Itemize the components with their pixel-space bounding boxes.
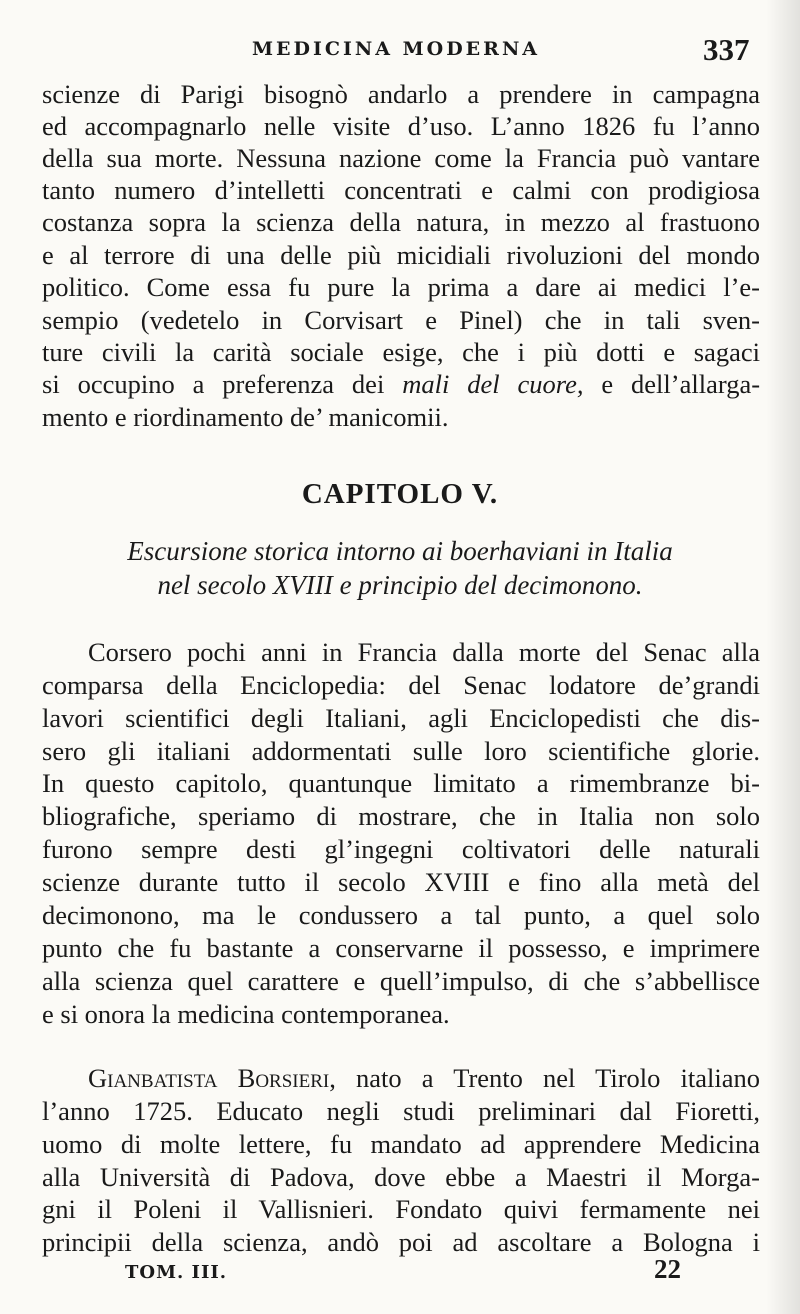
text-line: alla Università di Padova, dove ebbe a Maestri il Morga- xyxy=(42,1162,760,1192)
text-line: sempio (vedetelo in Corvisart e Pinel) che in tali sven- xyxy=(42,305,760,335)
text-line: scienze durante tutto il secolo XVIII e fino alla metà del xyxy=(42,867,760,897)
chapter-title: CAPITOLO V. xyxy=(301,478,499,510)
text-line: sero gli italiani addormentati sulle loro scientifiche glorie. xyxy=(42,736,760,766)
text-segment: si occupino a preferenza dei xyxy=(42,369,385,399)
text-line: gni il Poleni il Vallisnieri. Fondato quivi fermamente nei xyxy=(42,1194,760,1224)
text-line: uomo di molte lettere, fu mandato ad apprendere Medicina xyxy=(42,1129,760,1159)
page-number: 337 xyxy=(703,32,750,67)
text-line: ture civili la carità sociale esige, che i più dotti e sagaci xyxy=(42,337,760,367)
italic-phrase: mali del cuore, xyxy=(402,369,584,399)
text-line xyxy=(42,369,760,399)
text-line: mento e riordinamento de’ manicomii. xyxy=(42,402,449,432)
text-line: e si onora la medicina contemporanea. xyxy=(42,999,450,1029)
text-line: principii della scienza, andò poi ad ascoltare a Bologna i xyxy=(42,1227,760,1257)
text-line: alla scienza quel carattere e quell’impulso, di che s’abbellisce xyxy=(42,966,760,996)
text-line: lavori scientifici degli Italiani, agli Enciclopedisti che dis- xyxy=(42,703,760,733)
text-line: e al terrore di una delle più micidiali rivoluzioni del mondo xyxy=(42,240,760,270)
text-line: scienze di Parigi bisognò andarlo a prendere in campagna xyxy=(42,79,760,109)
text-line: costanza sopra la scienza della natura, in mezzo al frastuono xyxy=(42,207,760,237)
text-segment: e dell’allarga- xyxy=(601,369,761,399)
chapter-subtitle: nel secolo XVIII e principio del decimonono. xyxy=(157,570,643,600)
text-line: l’anno 1725. Educato negli studi preliminari dal Fioretti, xyxy=(42,1096,760,1126)
text-line: politico. Come essa fu pure la prima a dare ai medici l’e- xyxy=(42,272,760,302)
text-line: della sua morte. Nessuna nazione come la Francia può vantare xyxy=(42,143,760,173)
text-segment: nato a Trento nel Tirolo italiano xyxy=(356,1063,761,1093)
running-head: MEDICINA MODERNA xyxy=(252,38,541,60)
person-name: Gianbatista Borsieri, xyxy=(88,1063,336,1093)
text-line: decimonono, ma le condussero a tal punto, a quel solo xyxy=(42,900,760,930)
text-line: comparsa della Enciclopedia: del Senac lodatore de’grandi xyxy=(42,670,760,700)
text-line: Corsero pochi anni in Francia dalla morte del Senac alla xyxy=(88,637,760,667)
signature-mark: 22 xyxy=(654,1254,681,1284)
text-line xyxy=(88,1063,760,1093)
text-line: furono sempre desti gl’ingegni coltivatori delle naturali xyxy=(42,834,760,864)
text-line: bliografiche, speriamo di mostrare, che in Italia non solo xyxy=(42,801,760,831)
text-line: punto che fu bastante a conservarne il possesso, e imprimere xyxy=(42,933,760,963)
text-line: ed accompagnarlo nelle visite d’uso. L’anno 1826 fu l’anno xyxy=(42,111,760,141)
text-line: In questo capitolo, quantunque limitato a rimembranze bi- xyxy=(42,768,760,798)
volume-label: TOM. III. xyxy=(125,1262,228,1283)
text-line: tanto numero d’intelletti concentrati e calmi con prodigiosa xyxy=(42,175,760,205)
chapter-subtitle: Escursione storica intorno ai boerhaviani in Italia xyxy=(127,536,673,566)
